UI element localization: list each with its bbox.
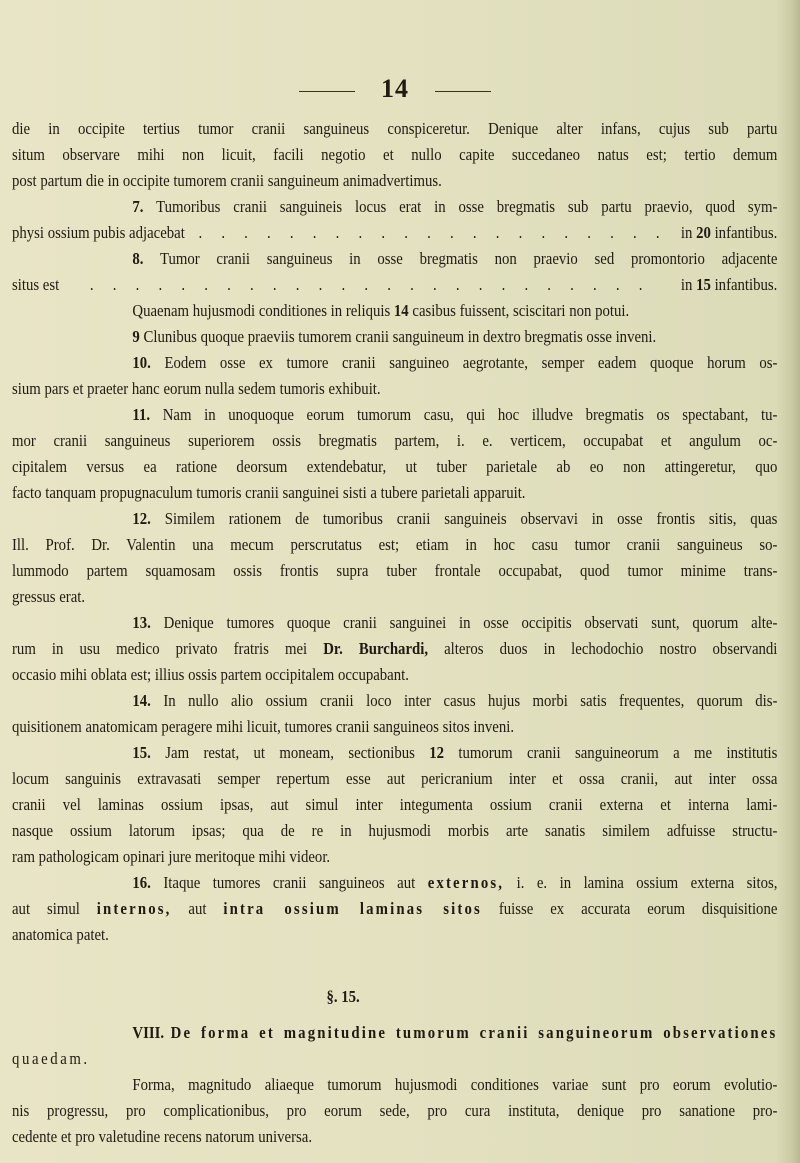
section-heading: VIII. De forma et magnitudine tumorum cranii sanguineorum observationes <box>132 1023 778 1042</box>
text-line: Ill. Prof. Dr. Valentin una mecum perscrutatus est; etiam in hoc casu tumor cranii sanguineus so- <box>12 535 778 554</box>
item-7-line2: physi ossium pubis adjacebat . . . . . . . . . . . . . . . . . . . . . in 20 infantibus. <box>12 220 777 246</box>
item-14: 14. In nullo alio ossium cranii loco inter casus hujus morbi satis frequentes, quorum dis- <box>132 691 778 710</box>
header-rule-left <box>299 91 355 92</box>
section-title: §. 15. <box>326 987 360 1006</box>
page-header <box>12 74 778 104</box>
text-line: rum in usu medico privato fratris mei Dr. Burchardi, alteros duos in lechodochio nostro observandi <box>12 639 778 658</box>
text-line: facto tanquam propugnaculum tumoris cranii sanguinei sisti a tubere parietali apparuit. <box>12 483 526 502</box>
item-12: 12. Similem rationem de tumoribus cranii sanguineis observavi in osse frontis sitis, quas <box>132 509 778 528</box>
text-line: quisitionem anatomicam peragere mihi licuit, tumores cranii sanguineos sitos inveni. <box>12 717 515 736</box>
item-9: 9 Clunibus quoque praeviis tumorem cranii sanguineum in dextro bregmatis osse inveni. <box>132 327 657 346</box>
section-heading-cont: quaedam. <box>12 1049 90 1068</box>
text-line: aut simul internos, aut intra ossium laminas sitos fuisse ex accurata eorum disquisitione <box>12 899 778 918</box>
text-line: post partum die in occipite tumorem cranii sanguineum animadvertimus. <box>12 171 442 190</box>
spacer <box>12 1010 777 1020</box>
text-line: cipitalem versus ea ratione deorsum extendebatur, ut tuber parietale ab eo non attingeretur, quo <box>12 457 778 476</box>
page-number: 14 <box>381 74 409 103</box>
item-7: 7. Tumoribus cranii sanguineis locus erat in osse bregmatis sub partu praevio, quod sym- <box>132 197 778 216</box>
spacer <box>12 948 777 984</box>
item-8-line2: situs est . . . . . . . . . . . . . . . . . . . . . . . . . in 15 infantibus. <box>12 272 777 298</box>
text-line: occasio mihi oblata est; illius ossis partem occipitalem occupabant. <box>12 665 409 684</box>
text-line: locum sanguinis extravasati semper repertum esse aut pericranium inter et ossa cranii, aut inter ossa <box>12 769 778 788</box>
text-line: ram pathologicam opinari jure meritoque mihi videor. <box>12 847 331 866</box>
header-rule-right <box>435 91 491 92</box>
quaenam-line: Quaenam hujusmodi conditiones in reliquis 14 casibus fuissent, sciscitari non potui. <box>132 301 630 320</box>
item-10: 10. Eodem osse ex tumore cranii sanguineo aegrotante, semper eadem quoque horum os- <box>132 353 778 372</box>
text-line: cedente et pro valetudine recens natorum universa. <box>12 1127 313 1146</box>
body-text <box>12 116 777 1150</box>
text-line: nis progressu, pro complicationibus, pro eorum sede, pro cura instituta, denique pro sanatione pro- <box>12 1101 778 1120</box>
item-11: 11. Nam in unoquoque eorum tumorum casu, qui hoc illudve bregmatis os spectabant, tu- <box>132 405 778 424</box>
text-line: anatomica patet. <box>12 925 109 944</box>
text-line: gressus erat. <box>12 587 86 606</box>
text-line: sium pars et praeter hanc eorum nulla sedem tumoris exhibuit. <box>12 379 381 398</box>
text-line: nasque ossium latorum ipsas; qua de re in hujusmodi morbis arte sanatis similem adfuisse structu- <box>12 821 778 840</box>
text-line: situm observare mihi non licuit, facili negotio et nullo capite succedaneo natus est; tertio demum <box>12 145 778 164</box>
item-15: 15. Jam restat, ut moneam, sectionibus 12 tumorum cranii sanguineorum a me institutis <box>132 743 778 762</box>
text-line: die in occipite tertius tumor cranii sanguineus conspiceretur. Denique alter infans, cujus sub partu <box>12 119 778 138</box>
item-8: 8. Tumor cranii sanguineus in osse bregmatis non praevio sed promontorio adjacente <box>132 249 778 268</box>
text-line: lummodo partem squamosam ossis frontis supra tuber frontale occupabat, quod tumor minime trans- <box>12 561 778 580</box>
text-line: Forma, magnitudo aliaeque tumorum hujusmodi conditiones variae sunt pro eorum evolutio- <box>132 1075 778 1094</box>
leader-dots: . . . . . . . . . . . . . . . . . . . . . . . . . <box>89 275 651 294</box>
text-line: mor cranii sanguineus superiorem ossis bregmatis partem, i. e. verticem, occupabat et angulum oc- <box>12 431 778 450</box>
item-13: 13. Denique tumores quoque cranii sanguinei in osse occipitis observati sunt, quorum alte- <box>132 613 778 632</box>
leader-dots: . . . . . . . . . . . . . . . . . . . . . <box>198 223 668 242</box>
text-line: cranii vel laminas ossium ipsas, aut simul inter integumenta ossium cranii externa et interna lami- <box>12 795 778 814</box>
item-16: 16. Itaque tumores cranii sanguineos aut externos, i. e. in lamina ossium externa sitos, <box>132 873 778 892</box>
